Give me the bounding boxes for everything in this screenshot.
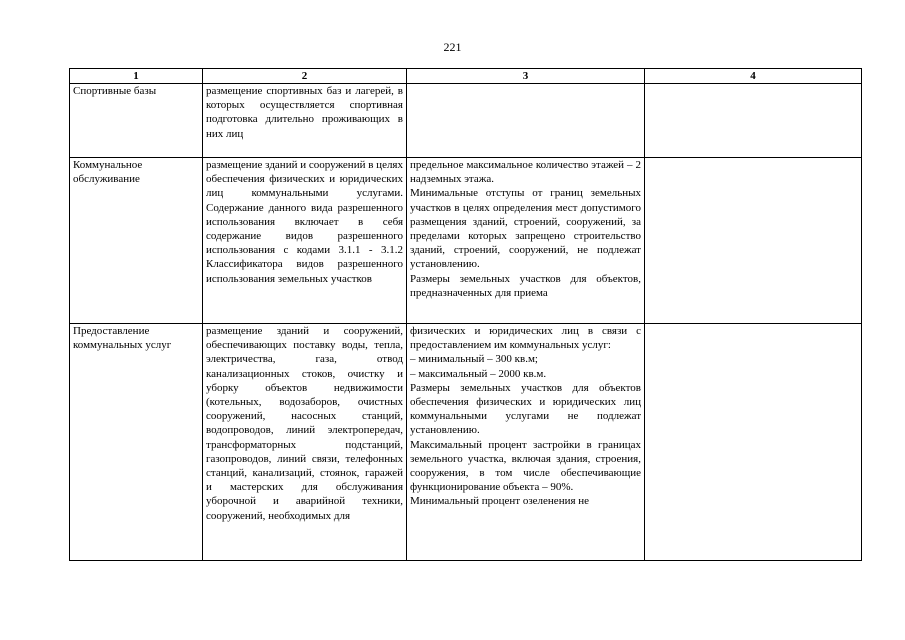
column-header-2: 2 xyxy=(203,69,407,84)
params-cell xyxy=(407,324,645,561)
column-header-3: 3 xyxy=(407,69,645,84)
notes-cell xyxy=(645,84,862,158)
param-paragraph: Размеры земельных участков для объектов обеспечения физических и юридических лиц коммунальными услугами не подлежат установлению. xyxy=(410,381,641,437)
table-header-row xyxy=(70,69,862,84)
use-name-cell: Предоставление коммунальных услуг xyxy=(70,324,203,561)
table-row xyxy=(70,158,862,324)
zoning-table xyxy=(69,68,862,561)
param-list-item: – максимальный – 2000 кв.м. xyxy=(410,367,547,380)
param-paragraph: Минимальный процент озеленения не xyxy=(410,495,590,508)
use-description-cell: размещение зданий и сооружений, обеспечивающих поставку воды, тепла, электричества, газа, отвод канализационных стоков, очистку и уборку объектов недвижимости (котельных, водозаборов, очистных сооружений, насосных станций, водопроводов, линий электропередач, трансформаторных подстанций, газопроводов, линий связи, телефонных станций, канализаций, стоянок, гаражей и мастерских для обслуживания уборочной и аварийной техники, сооружений, необходимых для xyxy=(203,324,407,561)
notes-cell xyxy=(645,158,862,324)
use-description-cell: размещение зданий и сооружений в целях обеспечения физических и юридических лиц коммунальными услугами. Содержание данного вида разрешенного использования включает в себя содержание видов разрешенного использования с кодами 3.1.1 - 3.1.2 Классификатора видов разрешенного использования земельных участков xyxy=(203,158,407,324)
param-list-item: – минимальный – 300 кв.м; xyxy=(410,353,538,366)
use-description-cell: размещение спортивных баз и лагерей, в которых осуществляется спортивная подготовка длительно проживающих в них лиц xyxy=(203,84,407,158)
params-cell xyxy=(407,158,645,324)
table-row xyxy=(70,324,862,561)
param-paragraph: Максимальный процент застройки в границах земельного участка, включая здания, строения, сооружения, в том числе обеспечивающие функционирование объекта – 90%. xyxy=(410,438,641,494)
column-header-1: 1 xyxy=(70,69,203,84)
use-name-cell: Коммунальное обслуживание xyxy=(70,158,203,324)
param-paragraph: Минимальные отступы от границ земельных участков в целях определения мест допустимого размещения зданий, строений, сооружений, за пределами которых запрещено строительство зданий, строений, сооружений, не подлежат установлению. xyxy=(410,187,641,271)
param-paragraph: предельное максимальное количество этажей – 2 надземных этажа. xyxy=(410,159,641,186)
notes-cell xyxy=(645,324,862,561)
param-paragraph: физических и юридических лиц в связи с предоставлением им коммунальных услуг: xyxy=(410,325,641,352)
use-name-cell: Спортивные базы xyxy=(70,84,203,158)
column-header-4: 4 xyxy=(645,69,862,84)
params-cell xyxy=(407,84,645,158)
page-number: 221 xyxy=(443,40,462,54)
table-row xyxy=(70,84,862,158)
param-paragraph: Размеры земельных участков для объектов, предназначенных для приема xyxy=(410,272,641,299)
